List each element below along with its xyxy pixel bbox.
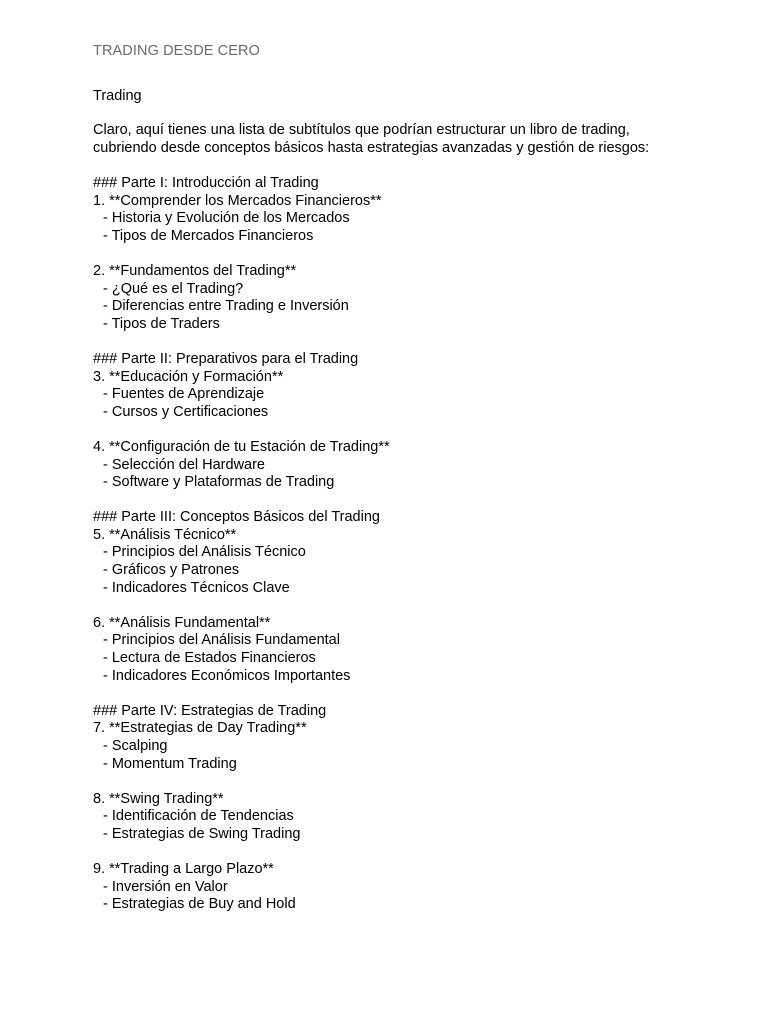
sub-item: - Estrategias de Buy and Hold	[103, 896, 296, 913]
numbered-item: 9. **Trading a Largo Plazo**	[93, 861, 274, 878]
blank-line	[93, 421, 743, 439]
outline-list	[93, 175, 743, 914]
numbered-item: 3. **Educación y Formación**	[93, 368, 284, 385]
part-heading: ### Parte I: Introducción al Trading	[93, 175, 319, 191]
sub-item: - Principios del Análisis Fundamental	[103, 632, 340, 649]
sub-item: - Software y Plataformas de Trading	[103, 474, 335, 491]
sub-item: - Diferencias entre Trading e Inversión	[103, 298, 349, 315]
numbered-item: 6. **Análisis Fundamental**	[93, 614, 271, 631]
sub-item: - Selección del Hardware	[103, 456, 265, 473]
numbered-item: 2. **Fundamentos del Trading**	[93, 262, 297, 279]
numbered-item: 7. **Estrategias de Day Trading**	[93, 720, 307, 737]
blank-line	[93, 492, 743, 510]
blank-line	[93, 597, 743, 615]
sub-item: - Indicadores Técnicos Clave	[103, 579, 290, 596]
numbered-item: 8. **Swing Trading**	[93, 790, 224, 807]
part-heading: ### Parte II: Preparativos para el Trading	[93, 350, 359, 367]
sub-item: - Fuentes de Aprendizaje	[103, 386, 265, 403]
numbered-item: 1. **Comprender los Mercados Financieros**	[93, 192, 382, 209]
sub-item: - Lectura de Estados Financieros	[103, 650, 316, 667]
sub-item: - Cursos y Certificaciones	[103, 403, 269, 420]
numbered-item: 5. **Análisis Técnico**	[93, 526, 237, 543]
sub-item: - Momentum Trading	[103, 755, 237, 772]
sub-item: - Indicadores Económicos Importantes	[103, 667, 351, 684]
intro-paragraph	[93, 122, 743, 157]
numbered-item: 4. **Configuración de tu Estación de Trading**	[93, 438, 390, 455]
blank-line	[93, 773, 743, 791]
sub-item: - Estrategias de Swing Trading	[103, 825, 301, 842]
blank-line	[93, 685, 743, 703]
blank-line	[93, 333, 743, 351]
document-page	[93, 42, 743, 913]
blank-line	[93, 245, 743, 263]
sub-item: - Gráficos y Patrones	[103, 562, 240, 579]
sub-item: - Principios del Análisis Técnico	[103, 544, 306, 561]
sub-item: - Tipos de Mercados Financieros	[103, 227, 314, 244]
intro-line: Claro, aquí tienes una lista de subtítulos que podrían estructurar un libro de trading,	[93, 122, 630, 138]
sub-item: - Tipos de Traders	[103, 315, 220, 332]
intro-line: cubriendo desde conceptos básicos hasta estrategias avanzadas y gestión de riesgos:	[93, 139, 650, 156]
sub-item: - Inversión en Valor	[103, 878, 228, 895]
sub-item: - ¿Qué es el Trading?	[103, 280, 244, 297]
part-heading: ### Parte III: Conceptos Básicos del Trading	[93, 509, 380, 526]
part-heading: ### Parte IV: Estrategias de Trading	[93, 702, 327, 719]
document-title: Trading	[93, 88, 142, 104]
page-header: TRADING DESDE CERO	[93, 43, 260, 59]
sub-item: - Identificación de Tendencias	[103, 808, 294, 825]
blank-line	[93, 844, 743, 862]
sub-item: - Historia y Evolución de los Mercados	[103, 210, 350, 227]
sub-item: - Scalping	[103, 738, 168, 754]
